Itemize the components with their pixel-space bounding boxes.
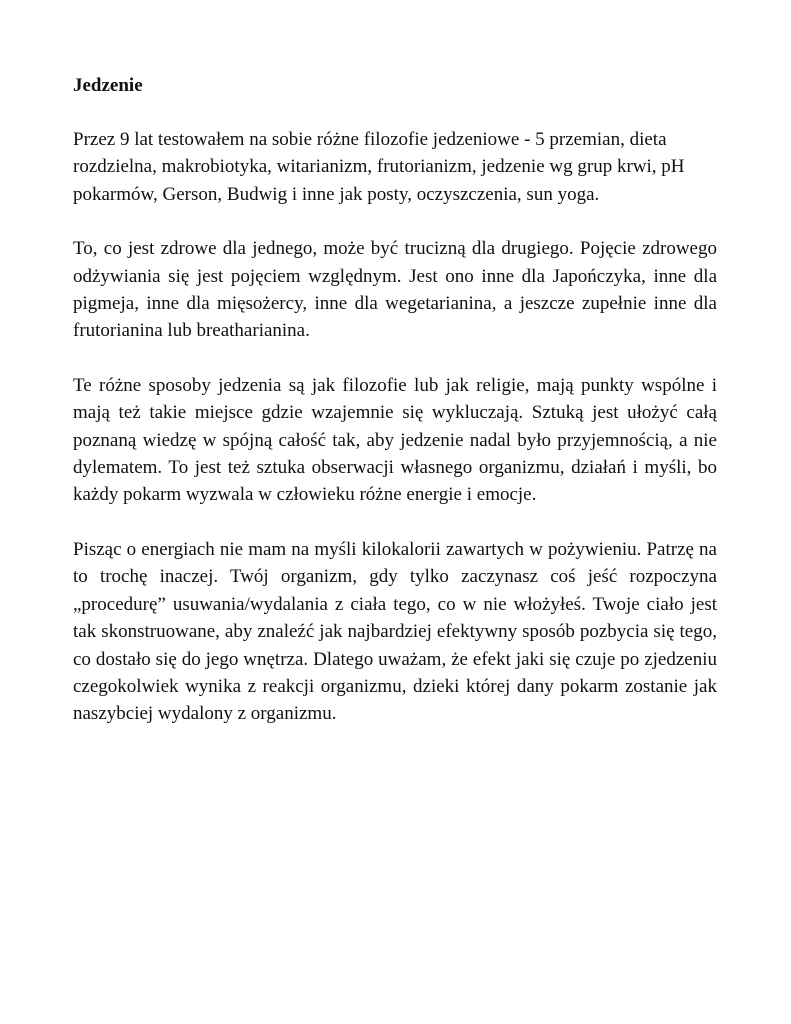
paragraph-1: Przez 9 lat testowałem na sobie różne filozofie jedzeniowe - 5 przemian, dieta rozdzielna, makrobiotyka, witarianizm, frutorianizm, jedzenie wg grup krwi, pH pokarmów, Gerson, Budwig i inne jak posty, oczyszczenia, sun yoga. <box>73 129 685 205</box>
paragraph-3: Te różne sposoby jedzenia są jak filozofie lub jak religie, mają punkty wspólne i mają też takie miejsce gdzie wzajemnie się wykluczają. Sztuką jest ułożyć całą poznaną wiedzę w spójną całość tak, aby jedzenie nadal było przyjemnością, a nie dylematem. To jest też sztuka obserwacji własnego organizmu, działań i myśli, bo każdy pokarm wyzwala w człowieku różne energie i emocje. <box>73 374 717 506</box>
paragraph-4: Pisząc o energiach nie mam na myśli kilokalorii zawartych w pożywieniu. Patrzę na to trochę inaczej. Twój organizm, gdy tylko zaczynasz coś jeść rozpoczyna „procedurę” usuwania/wydalania z ciała tego, co w nie włożyłeś. Twoje ciało jest tak skonstruowane, aby znaleźć jak najbardziej efektywny sposób pozbycia się tego, co dostało się do jego wnętrza. Dlatego uważam, że efekt jaki się czuje po zjedzeniu czegokolwiek wynika z reakcji organizmu, dzieki której dany pokarm zostanie jak naszybciej wydalony z organizmu. <box>73 538 717 725</box>
document-page <box>73 72 717 728</box>
paragraph-2: To, co jest zdrowe dla jednego, może być trucizną dla drugiego. Pojęcie zdrowego odżywiania się jest pojęciem względnym. Jest ono inne dla Japończyka, inne dla pigmeja, inne dla mięsożercy, inne dla wegetarianina, a jeszcze zupełnie inne dla frutorianina lub breatharianina. <box>73 238 717 342</box>
document-title: Jedzenie <box>73 75 143 96</box>
